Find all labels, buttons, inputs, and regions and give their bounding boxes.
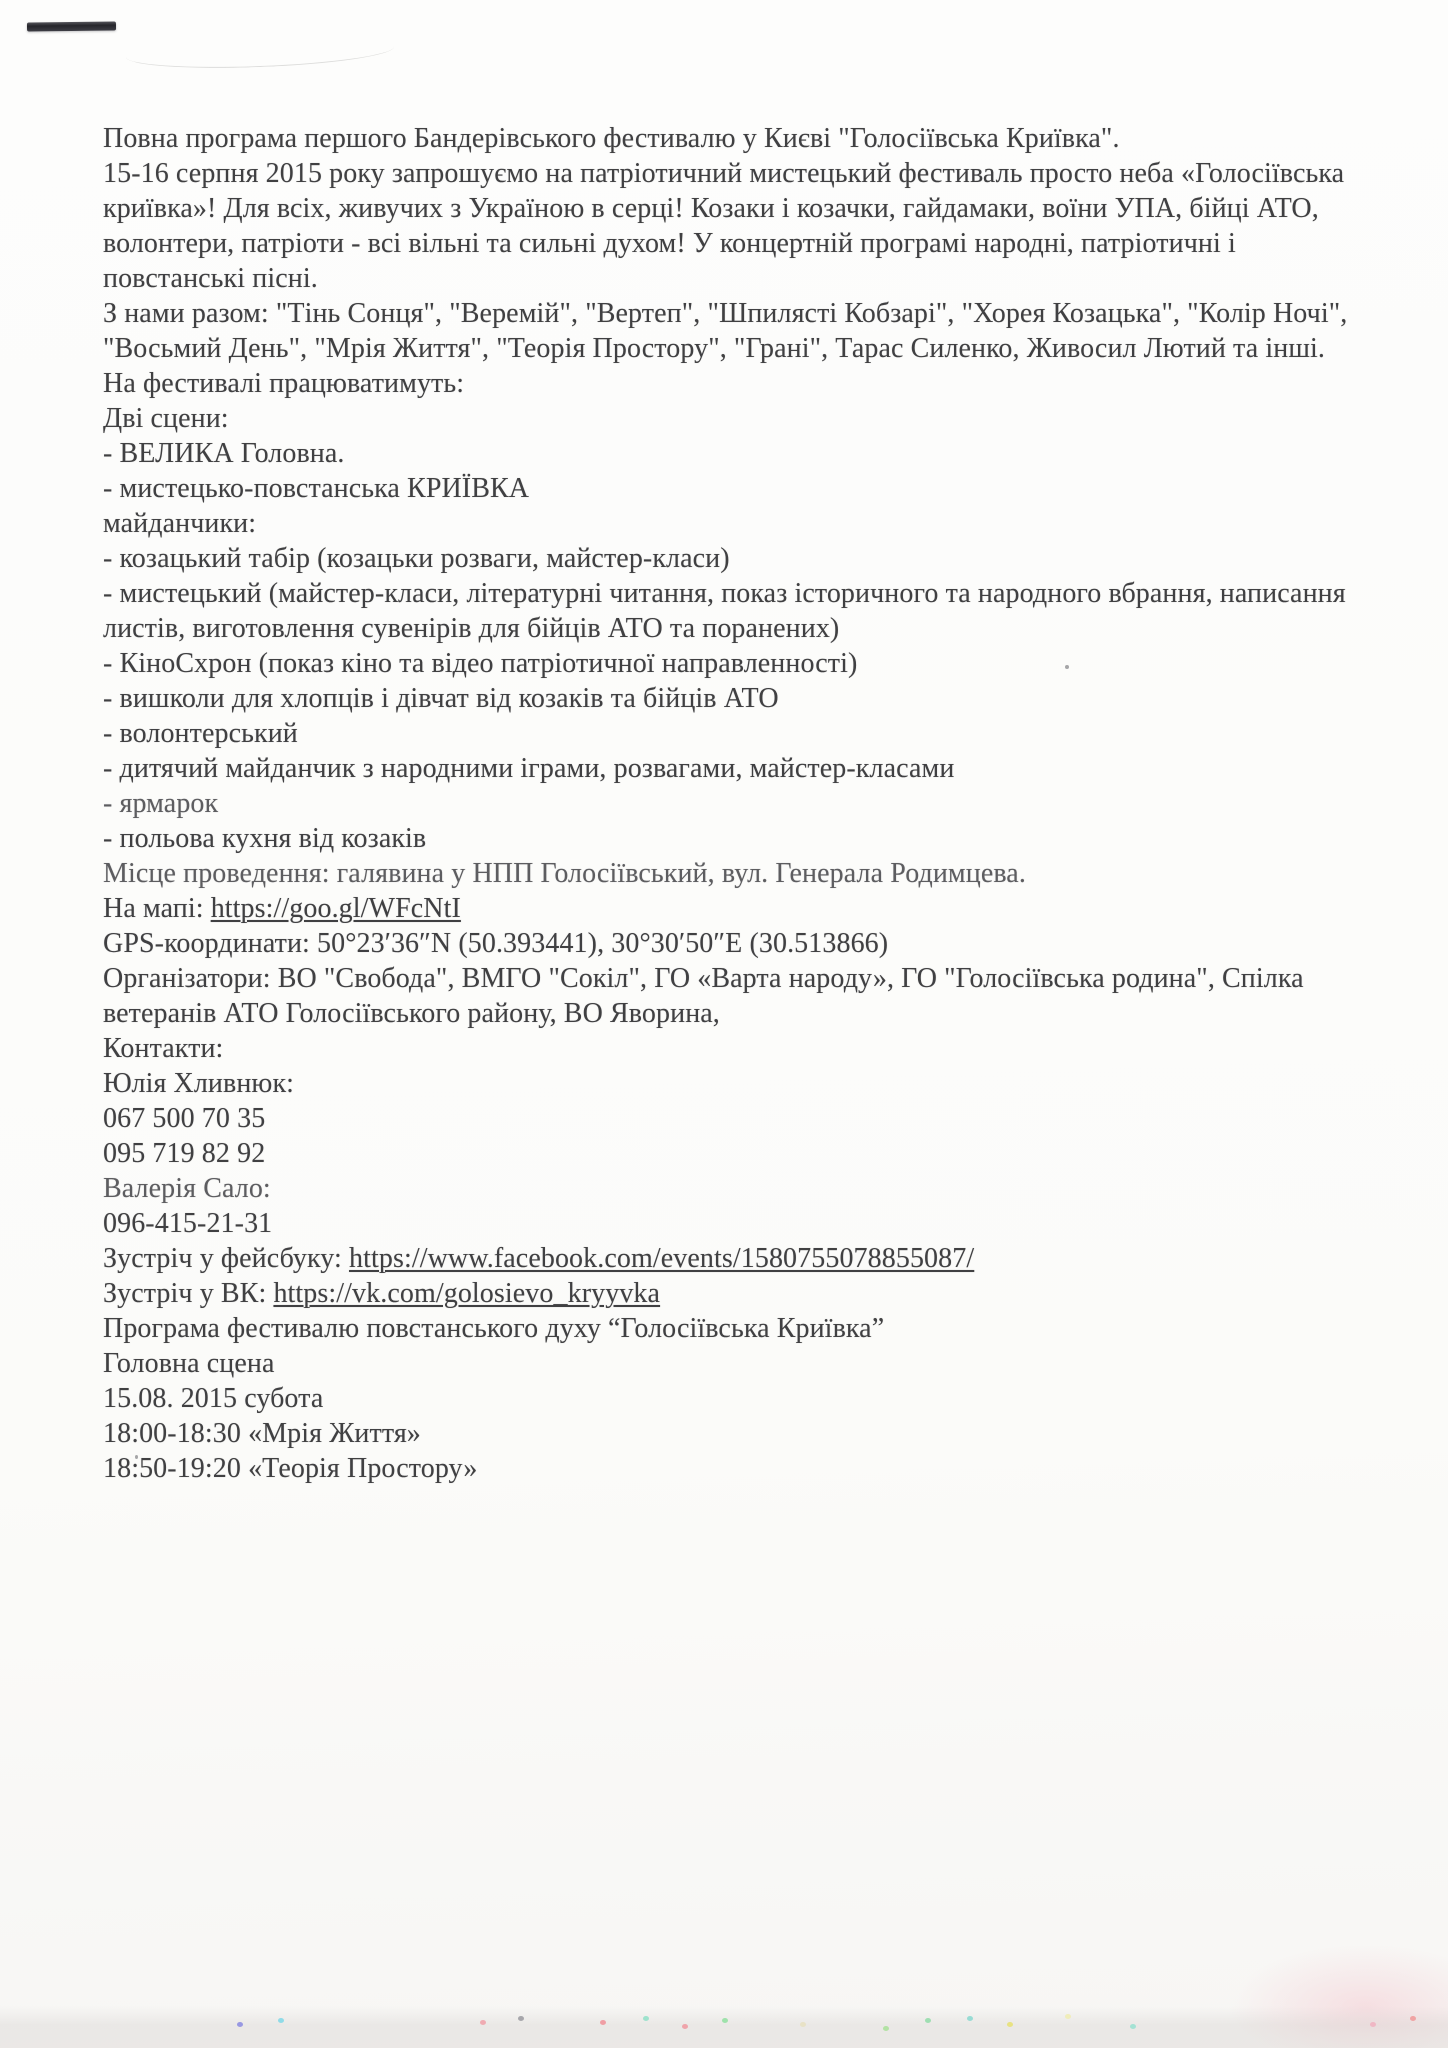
schedule-item: 18:50-19:20 «Теорія Простору» xyxy=(103,1453,478,1484)
organizers-paragraph: Організатори: ВО "Свобода", ВМГО "Сокіл", ГО «Варта народу», ГО "Голосіївська родина", Спілка ветеранів АТО Голосіївського району, ВО Яворина, xyxy=(103,963,1304,1029)
day-date: 15.08. 2015 субота xyxy=(103,1383,324,1414)
contact-phone: 095 719 82 92 xyxy=(103,1138,266,1169)
scanner-artifact-scratch xyxy=(126,39,395,72)
working-header: На фестивалі працюватимуть: xyxy=(103,368,465,399)
scanner-artifact-color-dot xyxy=(237,2022,243,2027)
scanner-artifact-color-dot xyxy=(1130,2024,1136,2029)
scanner-artifact-color-dot xyxy=(278,2018,284,2023)
area-item: - вишколи для хлопців і дівчат від козаків та бійців АТО xyxy=(103,683,779,714)
document-title: Повна програма першого Бандерівського фестивалю у Києві "Голосіївська Криївка". xyxy=(103,123,1120,154)
vk-label: Зустріч у ВК: xyxy=(103,1278,274,1309)
gps-line: GPS-координати: 50°23′36″N (50.393441), 30°30′50″E (30.513866) xyxy=(103,928,889,959)
facebook-label: Зустріч у фейсбуку: xyxy=(103,1243,350,1274)
vk-line xyxy=(103,1276,1353,1311)
scan-bottom-edge xyxy=(0,2006,1448,2048)
area-item: - ярмарок xyxy=(103,788,219,819)
area-item: - мистецький (майстер-класи, літературні читання, показ історичного та народного вбрання, написання листів, виготовлення сувенірів для бійців АТО та поранених) xyxy=(103,578,1346,644)
contact-phone: 067 500 70 35 xyxy=(103,1103,266,1134)
contacts-label: Контакти: xyxy=(103,1033,224,1064)
area-item: - козацький табір (козацьки розваги, майстер-класи) xyxy=(103,543,730,574)
venue-line: Місце проведення: галявина у НПП Голосіївський, вул. Генерала Родимцева. xyxy=(103,858,1026,889)
scanner-artifact-color-dot xyxy=(1007,2022,1013,2027)
facebook-link[interactable]: https://www.facebook.com/events/1580755078855087/ xyxy=(349,1243,975,1274)
scanner-artifact-corner-bar xyxy=(27,21,116,31)
map-link[interactable]: https://goo.gl/WFcNtI xyxy=(210,893,461,924)
map-label: На мапі: xyxy=(103,893,211,924)
main-stage-label: Головна сцена xyxy=(103,1348,275,1379)
contact-name: Юлія Хливнюк: xyxy=(103,1068,295,1099)
scanner-artifact-color-dot xyxy=(800,2022,806,2027)
scanner-artifact-color-dot xyxy=(1065,2014,1071,2019)
scanner-artifact-color-dot xyxy=(1410,2016,1416,2021)
facebook-line xyxy=(103,1241,1353,1276)
scanner-artifact-color-dot xyxy=(883,2026,889,2031)
scanner-artifact-color-dot xyxy=(722,2018,728,2023)
area-item: - польова кухня від козаків xyxy=(103,823,427,854)
scanner-artifact-color-dot xyxy=(1370,2022,1376,2027)
scanner-artifact-color-dot xyxy=(600,2020,606,2025)
program-header: Програма фестивалю повстанського духу “Голосіївська Криївка” xyxy=(103,1313,885,1344)
scanner-artifact-color-dot xyxy=(682,2024,688,2029)
document-content xyxy=(103,121,1353,1486)
areas-label: майданчики: xyxy=(103,508,257,539)
stage-item: - ВЕЛИКА Головна. xyxy=(103,438,345,469)
contact-name: Валерія Сало: xyxy=(103,1173,271,1204)
intro-paragraph: 15-16 серпня 2015 року запрошуємо на патріотичний мистецький фестиваль просто неба «Голосіївська криївка»! Для всіх, живучих з Україною в серці! Козаки і козачки, гайдамаки, воїни УПА, бійці АТО, волонтери, патріоти - всі вільні та сильні духом! У концертній програмі народні, патріотичні і повстанські пісні. xyxy=(103,158,1345,294)
scanner-artifact-color-dot xyxy=(925,2018,931,2023)
lineup-paragraph: З нами разом: "Тінь Сонця", "Веремій", "Вертеп", "Шпилясті Кобзарі", "Хорея Козацька", "Колір Ночі", "Восьмий День", "Мрія Життя", "Теорія Простору", "Грані", Тарас Силенко, Живосил Лютий та інші. xyxy=(103,298,1348,364)
schedule-item: 18:00-18:30 «Мрія Життя» xyxy=(103,1418,421,1449)
scanner-artifact-color-dot xyxy=(518,2016,524,2021)
stage-item: - мистецько-повстанська КРИЇВКА xyxy=(103,473,530,504)
scanner-artifact-color-dot xyxy=(643,2016,649,2021)
scanner-artifact-color-dot xyxy=(967,2016,973,2021)
scanner-artifact-color-dot xyxy=(480,2020,486,2025)
area-item: - дитячий майданчик з народними іграми, розвагами, майстер-класами xyxy=(103,753,955,784)
stages-label: Дві сцени: xyxy=(103,403,229,434)
map-line xyxy=(103,891,1353,926)
contact-phone: 096-415-21-31 xyxy=(103,1208,273,1239)
area-item: - КіноСхрон (показ кіно та відео патріотичної направленності) xyxy=(103,648,858,679)
area-item: - волонтерський xyxy=(103,718,298,749)
vk-link[interactable]: https://vk.com/golosievo_kryyvka xyxy=(273,1278,661,1309)
